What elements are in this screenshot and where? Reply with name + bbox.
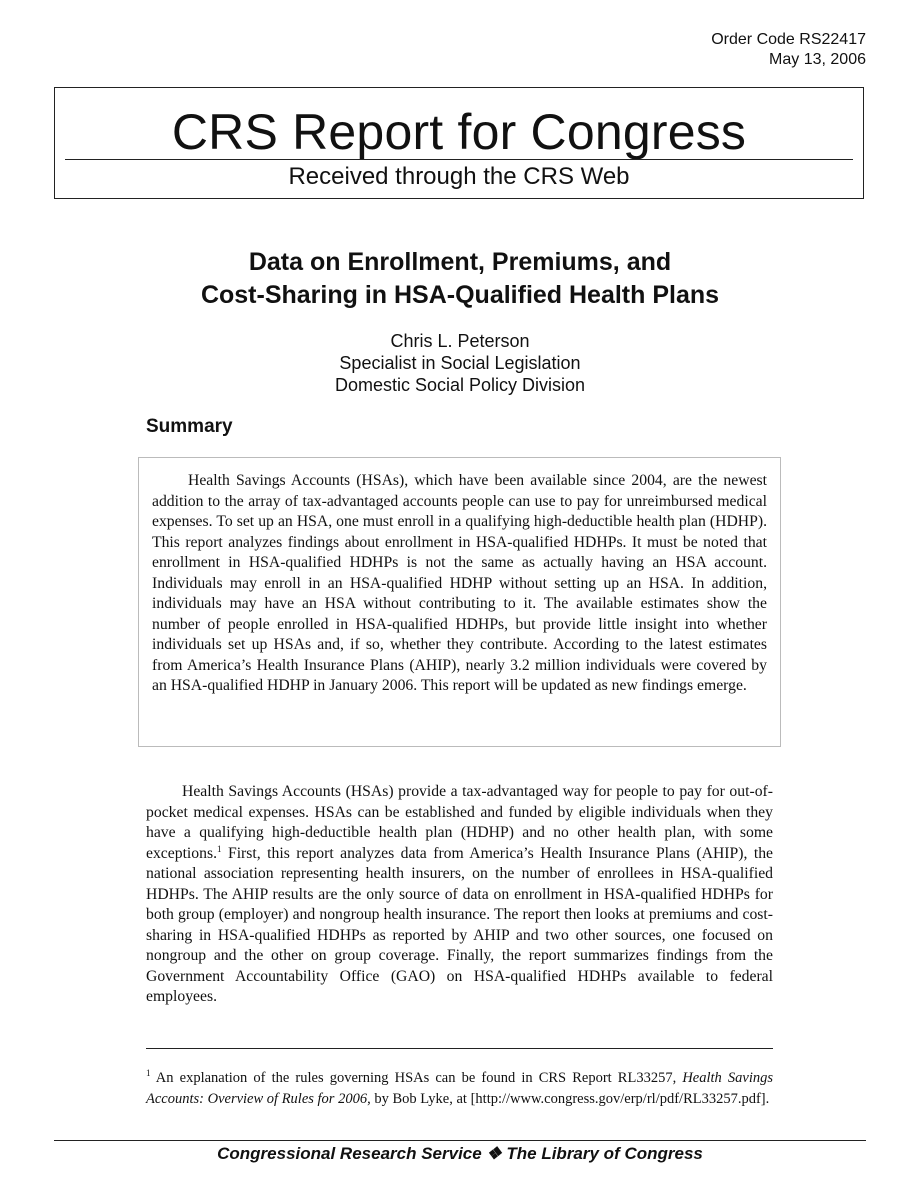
footer-divider <box>54 1140 866 1141</box>
author-name: Chris L. Peterson <box>390 331 530 351</box>
banner-subtitle: Received through the CRS Web <box>288 163 630 190</box>
footnote-text-before: An explanation of the rules governing HSAs can be found in CRS Report RL33257, <box>150 1070 683 1086</box>
report-title-line-2: Cost-Sharing in HSA-Qualified Health Plans <box>200 281 720 309</box>
crs-banner <box>54 87 864 199</box>
page-footer: Congressional Research Service ❖ The Library of Congress <box>217 1144 703 1163</box>
body-paragraph-part-1: Health Savings Accounts (HSAs) provide a tax-advantaged way for people to pay for out-of-pocket medical expenses. HSAs can be established and funded by eligible individuals when they have a qualifying high-deductible health plan (HDHP) and no other health plan, with some exceptions. <box>146 783 773 862</box>
body-paragraph-part-2: First, this report analyzes data from America’s Health Insurance Plans (AHIP), the national association representing health insurers, on the number of enrollees in HSA-qualified HDHPs. The AHIP results are the only source of data on enrollment in HSA-qualified HDHPs for both group (employer) and nongroup health insurance. The report then looks at premiums and cost-sharing in HSA-qualified HDHPs as reported by AHIP and two other sources, one focused on nongroup and the other on group coverage. Finally, the report summarizes findings from the Government Accountability Office (GAO) on HSA-qualified HDHPs available to federal employees. <box>146 844 773 1005</box>
order-code: Order Code RS22417 <box>711 31 866 48</box>
report-title-line-1: Data on Enrollment, Premiums, and <box>248 248 672 276</box>
report-date: May 13, 2006 <box>769 51 866 68</box>
footnote-number: 1 <box>146 1068 151 1079</box>
author-title: Specialist in Social Legislation <box>339 353 581 373</box>
summary-text: Health Savings Accounts (HSAs), which have been available since 2004, are the newest addition to the array of tax-advantaged accounts people can use to pay for unreimbursed medical expenses. To set up an HSA, one must enroll in a qualifying high-deductible health plan (HDHP). This report analyzes findings about enrollment in HSA-qualified HDHPs. It must be noted that enrollment in HSA-qualified HDHPs is not the same as actually having an HSA account. Individuals may enroll in an HSA-qualified HDHP without setting up an HSA. In addition, individuals may have an HSA without contributing to it. The available estimates show the number of people enrolled in HSA-qualified HDHPs, but provide little insight into whether individuals set up HSAs and, if so, whether they contribute. According to the latest estimates from America’s Health Insurance Plans (AHIP), nearly 3.2 million individuals were covered by an HSA-qualified HDHP in January 2006. This report will be updated as new findings emerge. <box>152 472 767 694</box>
footnote-reference[interactable]: 1 <box>217 843 222 854</box>
footnote <box>146 1068 773 1109</box>
banner-title: CRS Report for Congress <box>171 104 747 160</box>
body-paragraph <box>146 782 773 1008</box>
footnote-divider <box>146 1048 773 1049</box>
author-division: Domestic Social Policy Division <box>334 375 586 395</box>
report-title <box>0 246 920 312</box>
banner-divider <box>65 159 853 160</box>
footnote-cited-title: Health Savings Accounts: Overview of Rules for 2006 <box>146 1070 773 1107</box>
footnote-text-after: , by Bob Lyke, at [http://www.congress.gov/erp/rl/pdf/RL33257.pdf]. <box>367 1090 770 1107</box>
summary-box <box>138 457 781 747</box>
author-block <box>0 330 920 396</box>
summary-heading: Summary <box>146 416 233 437</box>
order-code-block <box>711 30 866 70</box>
